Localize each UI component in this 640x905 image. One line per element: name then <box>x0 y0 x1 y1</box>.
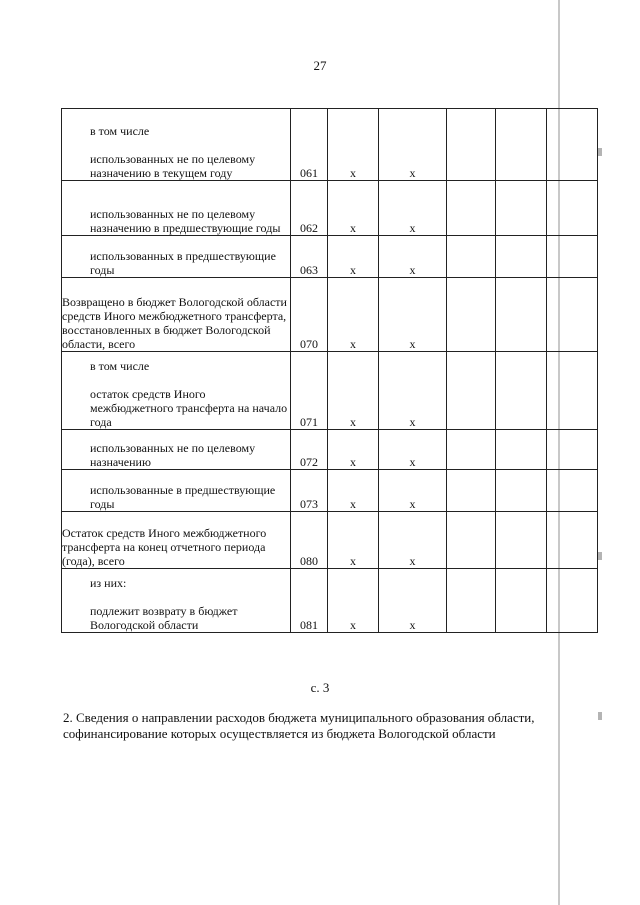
table-row <box>62 430 598 470</box>
empty-cell <box>447 109 496 181</box>
row-subheading: в том числе <box>90 359 150 373</box>
row-subheading: из них: <box>90 576 127 590</box>
empty-cell <box>547 109 598 181</box>
page-number: 27 <box>313 58 327 73</box>
margin-mark <box>598 148 602 156</box>
row-code: 062 <box>291 181 328 236</box>
row-label: остаток средств Иного межбюджетного трансферта на начало года <box>90 387 288 429</box>
section-title: 2. Сведения о направлении расходов бюджета муниципального образования области, софинансирование которых осуществляется из бюджета Вологодской области <box>63 710 535 741</box>
empty-cell <box>447 236 496 278</box>
row-label: использованных не по целевому назначению в текущем году <box>90 152 256 180</box>
empty-cell <box>496 109 547 181</box>
cell-x-mark: x <box>379 352 447 430</box>
row-subheading: в том числе <box>90 124 150 138</box>
empty-cell <box>547 236 598 278</box>
row-code: 072 <box>291 430 328 470</box>
row-label-cell <box>62 278 291 352</box>
cell-x-mark: x <box>328 430 379 470</box>
empty-cell <box>496 278 547 352</box>
row-code: 081 <box>291 569 328 633</box>
row-label-cell <box>62 470 291 512</box>
empty-cell <box>547 512 598 569</box>
empty-cell <box>547 569 598 633</box>
margin-mark <box>598 552 602 560</box>
row-label-cell <box>62 512 291 569</box>
empty-cell <box>547 430 598 470</box>
empty-cell <box>547 278 598 352</box>
cell-x-mark: x <box>379 470 447 512</box>
empty-cell <box>496 430 547 470</box>
row-code: 073 <box>291 470 328 512</box>
margin-mark <box>598 712 602 720</box>
cell-x-mark: x <box>328 569 379 633</box>
empty-cell <box>447 430 496 470</box>
cell-x-mark: x <box>379 430 447 470</box>
table-row <box>62 470 598 512</box>
table-row <box>62 236 598 278</box>
cell-x-mark: x <box>328 236 379 278</box>
empty-cell <box>447 569 496 633</box>
empty-cell <box>496 569 547 633</box>
cell-x-mark: x <box>328 278 379 352</box>
table-row <box>62 512 598 569</box>
cell-x-mark: x <box>328 512 379 569</box>
row-label-cell <box>62 109 291 181</box>
cell-x-mark: x <box>379 512 447 569</box>
table-row <box>62 181 598 236</box>
cell-x-mark: x <box>328 109 379 181</box>
row-label: использованных не по целевому назначению в предшествующие годы <box>90 207 281 235</box>
empty-cell <box>496 352 547 430</box>
row-label-cell <box>62 181 291 236</box>
row-label: Возвращено в бюджет Вологодской области средств Иного межбюджетного трансферта, восстановленных в бюджет Вологодской области, всего <box>62 295 287 351</box>
empty-cell <box>447 352 496 430</box>
row-label: подлежит возврату в бюджет Вологодской области <box>90 604 238 632</box>
row-label-cell <box>62 236 291 278</box>
row-code: 080 <box>291 512 328 569</box>
row-label: использованных не по целевому назначению <box>90 441 256 469</box>
empty-cell <box>496 181 547 236</box>
empty-cell <box>547 352 598 430</box>
row-code: 071 <box>291 352 328 430</box>
cell-x-mark: x <box>328 352 379 430</box>
empty-cell <box>496 512 547 569</box>
empty-cell <box>447 470 496 512</box>
empty-cell <box>447 181 496 236</box>
table-row <box>62 569 598 633</box>
row-label: использованных в предшествующие годы <box>90 249 276 277</box>
section-reference: с. 3 <box>310 680 330 695</box>
empty-cell <box>496 470 547 512</box>
empty-cell <box>547 181 598 236</box>
cell-x-mark: x <box>379 181 447 236</box>
row-code: 070 <box>291 278 328 352</box>
cell-x-mark: x <box>379 236 447 278</box>
row-code: 061 <box>291 109 328 181</box>
cell-x-mark: x <box>328 181 379 236</box>
row-label-cell <box>62 430 291 470</box>
table-row <box>62 352 598 430</box>
cell-x-mark: x <box>379 109 447 181</box>
empty-cell <box>447 512 496 569</box>
cell-x-mark: x <box>379 278 447 352</box>
empty-cell <box>496 236 547 278</box>
cell-x-mark: x <box>328 470 379 512</box>
empty-cell <box>547 470 598 512</box>
row-label: Остаток средств Иного межбюджетного трансферта на конец отчетного периода (года), всего <box>62 526 267 568</box>
row-code: 063 <box>291 236 328 278</box>
row-label-cell <box>62 569 291 633</box>
row-label: использованные в предшествующие годы <box>90 483 276 511</box>
table-row <box>62 278 598 352</box>
empty-cell <box>447 278 496 352</box>
row-label-cell <box>62 352 291 430</box>
cell-x-mark: x <box>379 569 447 633</box>
table-row <box>62 109 598 181</box>
report-table <box>61 108 598 633</box>
